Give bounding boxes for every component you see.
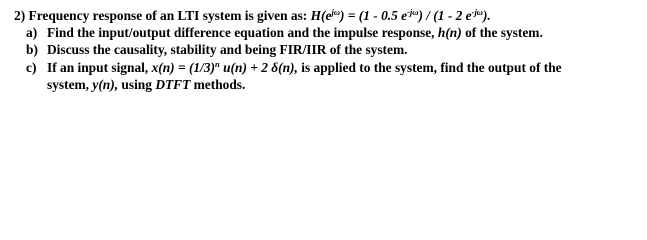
input-signal-expression: $x(n) = (1/3)^n$ u(n) + 2 δ(n), [151,59,298,75]
problem-statement [0,0,647,107]
part-b-text: Discuss the causality, stability and being FIR/IIR of the system. [47,42,408,57]
method-term: DTFT [155,77,191,92]
part-a-label: a) [26,25,38,40]
question-heading [14,8,491,24]
impulse-response-term: h(n) [437,25,462,40]
frequency-response-equation: $H(e^{j\omega}) = (1 - 0.5$ $e^{-j\omega}) / (1 - 2$ $e^{-j\omega}$). [310,7,491,23]
question-number: 2) [14,8,26,23]
part-c-label: c) [26,60,37,75]
part-a [26,25,543,41]
part-c-text: If an input signal, $x(n) = (1/3)^n$ u(n) + 2 δ(n), is applied to the system, find the output of the [47,59,562,75]
question-intro: Frequency response of an LTI system is given as: [28,8,308,23]
part-a-text: Find the input/output difference equation and the impulse response, h(n) of the system. [47,25,543,40]
output-term: y(n), [92,77,119,92]
part-c-continuation: system, y(n), using DTFT methods. [47,77,246,92]
part-c [26,60,562,76]
part-b [26,42,407,58]
part-b-label: b) [26,42,38,57]
